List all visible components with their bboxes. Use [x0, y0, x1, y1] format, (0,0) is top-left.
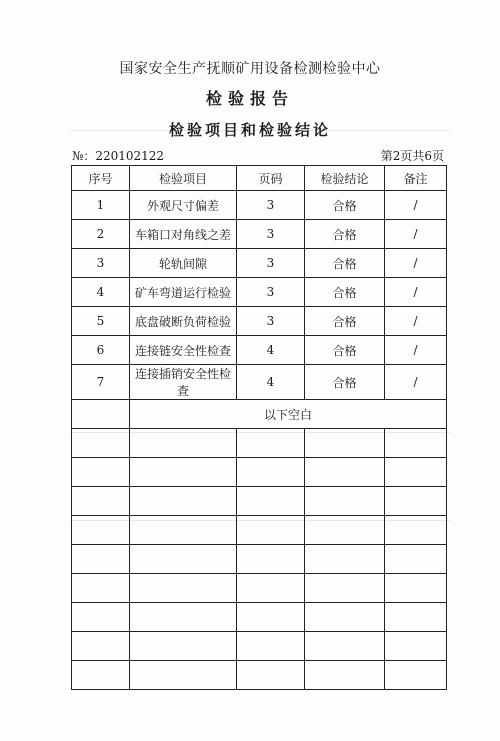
empty-cell: [72, 458, 130, 487]
empty-cell: [305, 603, 385, 632]
row-item: 连接链安全性检查: [130, 336, 237, 365]
empty-cell: [385, 632, 447, 661]
empty-row: [72, 545, 447, 574]
empty-cell: [385, 516, 447, 545]
empty-cell: [72, 487, 130, 516]
row-result: 合格: [305, 249, 385, 278]
empty-row: [72, 603, 447, 632]
empty-cell: [237, 458, 305, 487]
empty-cell: [130, 458, 237, 487]
empty-row: [72, 429, 447, 458]
row-page: 3: [237, 191, 305, 220]
blank-note-row: [72, 400, 447, 429]
empty-row: [72, 661, 447, 690]
row-page: 3: [237, 278, 305, 307]
row-result: 合格: [305, 220, 385, 249]
blank-note: 以下空白: [130, 400, 447, 429]
empty-cell: [130, 516, 237, 545]
empty-cell: [305, 458, 385, 487]
row-note: /: [385, 278, 447, 307]
empty-cell: [385, 487, 447, 516]
empty-row: [72, 516, 447, 545]
row-page: 4: [237, 336, 305, 365]
empty-cell: [305, 574, 385, 603]
empty-cell: [305, 487, 385, 516]
empty-cell: [130, 661, 237, 690]
row-page: 4: [237, 365, 305, 400]
empty-cell: [130, 603, 237, 632]
col-header-item: 检验项目: [130, 166, 237, 191]
empty-cell: [130, 487, 237, 516]
table-row: [72, 336, 447, 365]
row-note: /: [385, 249, 447, 278]
col-header-no: 序号: [72, 166, 130, 191]
row-note: /: [385, 220, 447, 249]
table-row: [72, 191, 447, 220]
empty-cell: [130, 632, 237, 661]
row-result: 合格: [305, 278, 385, 307]
row-number: 4: [72, 278, 130, 307]
row-number: 6: [72, 336, 130, 365]
report-number: №：220102122: [72, 149, 165, 163]
empty-cell: [305, 516, 385, 545]
inspection-table: [71, 165, 447, 690]
empty-cell: [130, 574, 237, 603]
row-result: 合格: [305, 365, 385, 400]
row-page: 3: [237, 249, 305, 278]
empty-cell: [385, 661, 447, 690]
empty-cell: [305, 661, 385, 690]
empty-row: [72, 487, 447, 516]
row-page: 3: [237, 307, 305, 336]
empty-cell: [72, 429, 130, 458]
report-meta: [72, 147, 444, 164]
row-item: 车箱口对角线之差: [130, 220, 237, 249]
empty-row: [72, 632, 447, 661]
col-header-page: 页码: [237, 166, 305, 191]
empty-cell: [130, 545, 237, 574]
row-item: 外观尺寸偏差: [130, 191, 237, 220]
empty-cell: [237, 632, 305, 661]
row-item: 轮轨间隙: [130, 249, 237, 278]
empty-cell: [237, 429, 305, 458]
row-result: 合格: [305, 336, 385, 365]
row-result: 合格: [305, 307, 385, 336]
empty-cell: [385, 545, 447, 574]
row-note: /: [385, 365, 447, 400]
empty-cell: [237, 574, 305, 603]
page-info: 第2页共6页: [380, 149, 444, 163]
empty-cell: [385, 603, 447, 632]
row-result: 合格: [305, 191, 385, 220]
empty-cell: [237, 516, 305, 545]
empty-cell: [72, 632, 130, 661]
row-number: 5: [72, 307, 130, 336]
col-header-result: 检验结论: [305, 166, 385, 191]
empty-row: [72, 574, 447, 603]
empty-cell: [72, 661, 130, 690]
row-note: /: [385, 307, 447, 336]
empty-cell: [130, 429, 237, 458]
empty-cell: [385, 458, 447, 487]
row-number: 2: [72, 220, 130, 249]
empty-cell: [237, 545, 305, 574]
section-title: 检验项目和检验结论: [168, 121, 331, 139]
empty-cell: [237, 603, 305, 632]
table-row: [72, 365, 447, 400]
table-row: [72, 307, 447, 336]
row-number: 7: [72, 365, 130, 400]
empty-cell: [237, 487, 305, 516]
empty-cell: [305, 429, 385, 458]
table-row: [72, 278, 447, 307]
empty-cell: [72, 574, 130, 603]
empty-cell: [237, 661, 305, 690]
organization-name: 国家安全生产抚顺矿用设备检测检验中心: [119, 61, 381, 77]
empty-cell: [385, 574, 447, 603]
row-item: 矿车弯道运行检验: [130, 278, 237, 307]
col-header-note: 备注: [385, 166, 447, 191]
empty-cell: [72, 545, 130, 574]
empty-row: [72, 458, 447, 487]
row-page: 3: [237, 220, 305, 249]
row-note: /: [385, 191, 447, 220]
empty-cell: [305, 632, 385, 661]
table-row: [72, 249, 447, 278]
report-title: 检验报告: [205, 89, 294, 108]
row-note: /: [385, 336, 447, 365]
empty-cell: [305, 545, 385, 574]
row-number: 1: [72, 191, 130, 220]
table-row: [72, 220, 447, 249]
table-header-row: [72, 166, 447, 191]
row-item: 底盘破断负荷检验: [130, 307, 237, 336]
row-number: 3: [72, 249, 130, 278]
empty-cell: [72, 603, 130, 632]
empty-cell: [385, 429, 447, 458]
empty-cell: [72, 516, 130, 545]
empty-cell: [72, 400, 130, 429]
row-item: 连接插销安全性检查: [130, 365, 237, 400]
